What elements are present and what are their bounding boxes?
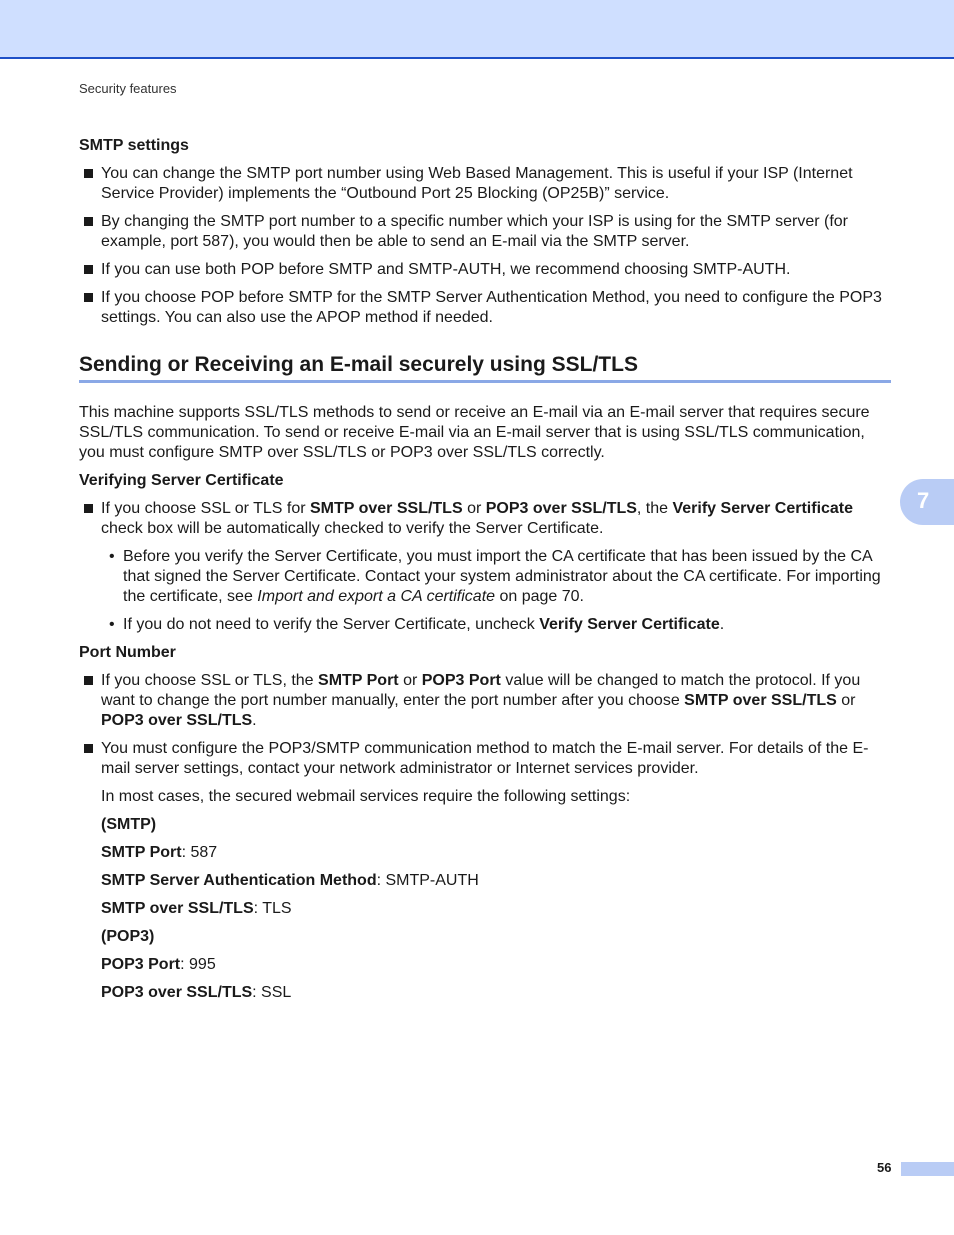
port-number-heading: Port Number: [79, 644, 176, 661]
list-item: By changing the SMTP port number to a specific number which your ISP is using for the SMTP server (for example, port 587), you would then be able to send an E-mail via the SMTP server.: [79, 212, 891, 252]
list-item: If you choose POP before SMTP for the SMTP Server Authentication Method, you need to configure the POP3 settings. You can also use the APOP method if needed.: [79, 288, 891, 328]
setting-pop3-port: POP3 Port: 995: [101, 956, 216, 973]
square-bullet-icon: [84, 676, 93, 685]
setting-smtp-ssl: SMTP over SSL/TLS: TLS: [101, 900, 292, 917]
square-bullet-icon: [84, 744, 93, 753]
verify-heading: Verifying Server Certificate: [79, 472, 284, 489]
square-bullet-icon: [84, 169, 93, 178]
setting-smtp-auth: SMTP Server Authentication Method: SMTP-AUTH: [101, 872, 479, 889]
list-item: If you can use both POP before SMTP and SMTP-AUTH, we recommend choosing SMTP-AUTH.: [79, 260, 891, 280]
square-bullet-icon: [84, 504, 93, 513]
sub-list-item: • If you do not need to verify the Server Certificate, uncheck Verify Server Certificate.: [109, 616, 725, 633]
running-head: Security features: [79, 81, 177, 96]
sub-list-item: • Before you verify the Server Certificate, you must import the CA certificate that has been issued by the CA that signed the Server Certificate. Contact your system administrator about the CA certificate. For importing the certificate, see Import and export a CA certificate on page 70.: [109, 548, 881, 605]
section-title: Sending or Receiving an E-mail securely using SSL/TLS: [79, 352, 891, 383]
setting-smtp-port: SMTP Port: 587: [101, 844, 218, 861]
page-number-bar: [901, 1162, 954, 1176]
settings-group-smtp: (SMTP): [101, 816, 157, 833]
square-bullet-icon: [84, 217, 93, 226]
settings-note: In most cases, the secured webmail services require the following settings:: [101, 788, 631, 805]
list-item: If you choose SSL or TLS for SMTP over SSL/TLS or POP3 over SSL/TLS, the Verify Server Certificate check box will be automatically checked to verify the Server Certificate.: [79, 499, 891, 539]
square-bullet-icon: [84, 293, 93, 302]
settings-group-pop3: (POP3): [101, 928, 155, 945]
smtp-settings-list: [79, 164, 891, 328]
section-intro: This machine supports SSL/TLS methods to send or receive an E-mail via an E-mail server that requires secure SSL/TLS communication. To send or receive E-mail via an E-mail server that is using SSL/TLS communication, you must configure SMTP over SSL/TLS or POP3 over SSL/TLS correctly.: [79, 404, 870, 461]
setting-pop3-ssl: POP3 over SSL/TLS: SSL: [101, 984, 292, 1001]
chapter-number: 7: [917, 488, 930, 513]
page-number: 56: [877, 1160, 892, 1175]
square-bullet-icon: [84, 265, 93, 274]
page-content: [79, 136, 891, 1011]
list-item: You must configure the POP3/SMTP communication method to match the E-mail server. For details of the E-mail server settings, contact your network administrator or Internet services provider.: [79, 739, 891, 779]
cross-reference-link[interactable]: Import and export a CA certificate: [257, 588, 496, 605]
dot-bullet-icon: •: [109, 616, 115, 633]
header-band: [0, 0, 954, 59]
dot-bullet-icon: •: [109, 548, 115, 565]
chapter-tab[interactable]: [900, 479, 954, 525]
smtp-settings-heading: SMTP settings: [79, 137, 189, 154]
list-item: You can change the SMTP port number using Web Based Management. This is useful if your ISP (Internet Service Provider) implements the “Outbound Port 25 Blocking (OP25B)” service.: [79, 164, 891, 204]
list-item: If you choose SSL or TLS, the SMTP Port or POP3 Port value will be changed to match the protocol. If you want to change the port number manually, enter the port number after you choose SMTP over SSL/TLS or POP3 over SSL/TLS.: [79, 671, 891, 731]
